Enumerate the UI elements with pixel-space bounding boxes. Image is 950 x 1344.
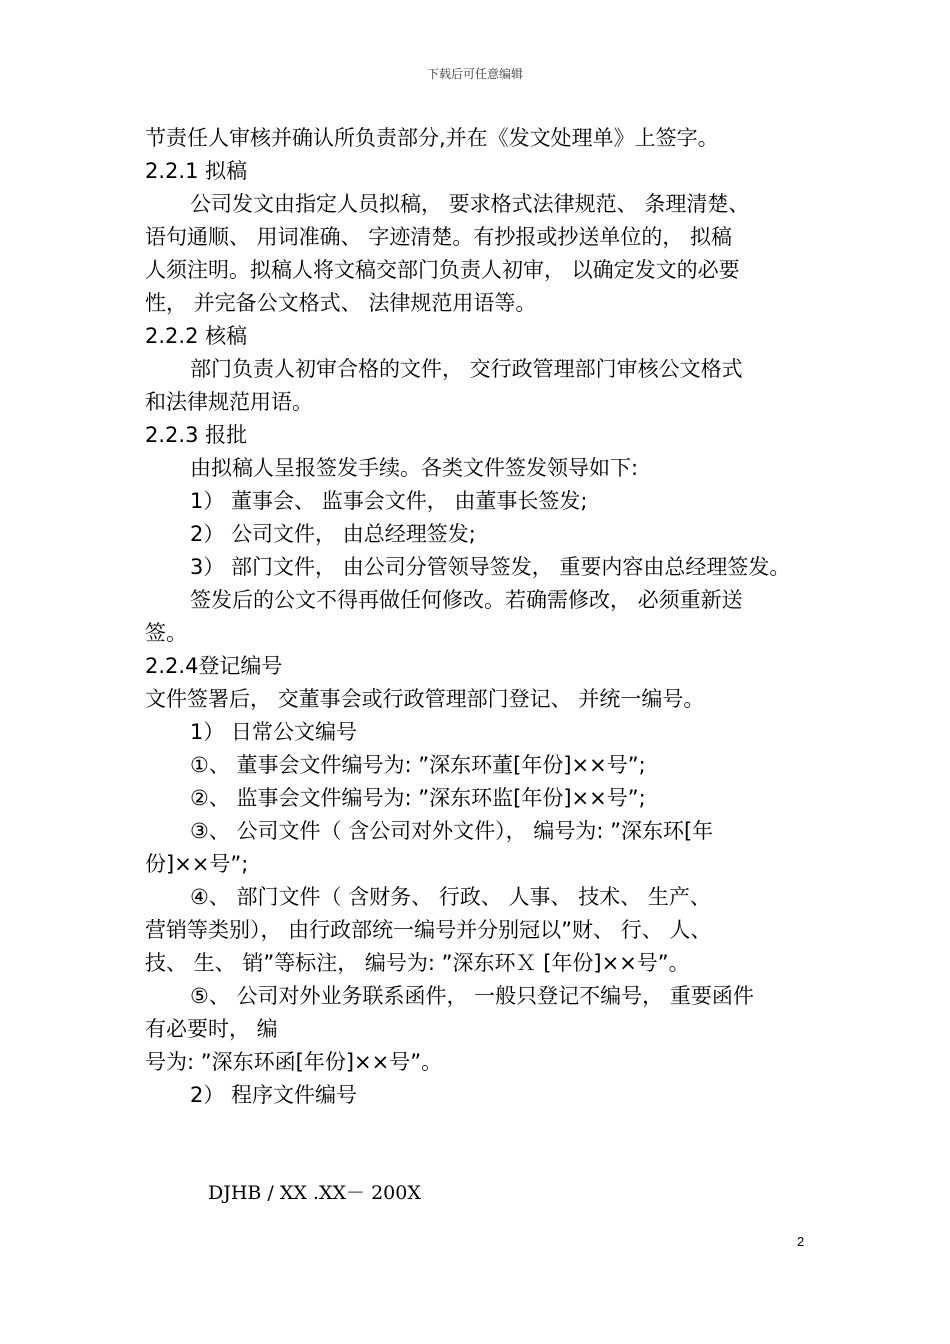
list-item-1: 1） 董事会、 监事会文件， 由董事长签发; xyxy=(190,489,588,513)
section-heading-2-2-1: 2.2.1 拟稿 xyxy=(145,159,248,183)
text-line-28: 有必要时， 编 xyxy=(145,1017,278,1041)
list-item-3: 3） 部门文件， 由公司分管领导签发， 重要内容由总经理签发。 xyxy=(190,555,791,579)
sub-heading-procedure-numbering: 2） 程序文件编号 xyxy=(190,1083,358,1107)
text-line-1: 节责任人审核并确认所负责部分,并在《发文处理单》上签字。 xyxy=(145,126,719,150)
text-line-29: 号为: ”深东环函[年份]××号”。 xyxy=(145,1050,443,1074)
numbering-item-2: ②、 监事会文件编号为: ”深东环监[年份]××号”; xyxy=(190,786,646,810)
text-line-16: 签。 xyxy=(145,621,187,645)
sub-heading-daily-numbering: 1） 日常公文编号 xyxy=(190,720,358,744)
page-number: 2 xyxy=(797,1234,805,1249)
section-heading-2-2-4: 2.2.4登记编号 xyxy=(145,654,283,678)
text-line-4: 语句通顺、 用词准确、 字迹清楚。有抄报或抄送单位的， 拟稿 xyxy=(145,225,733,249)
page-header: 下载后可任意编辑 xyxy=(426,67,523,81)
numbering-format-code: DJHB / XX .XX－ 200X xyxy=(208,1182,421,1204)
text-line-3: 公司发文由指定人员拟稿， 要求格式法律规范、 条理清楚、 xyxy=(190,192,750,216)
numbering-item-1: ①、 董事会文件编号为: ”深东环董[年份]××号”; xyxy=(190,753,646,777)
text-line-9: 和法律规范用语。 xyxy=(145,390,313,414)
numbering-item-5: ⑤、 公司对外业务联系函件， 一般只登记不编号， 重要函件 xyxy=(190,984,754,1008)
text-line-8: 部门负责人初审合格的文件， 交行政管理部门审核公文格式 xyxy=(190,357,743,381)
text-line-15: 签发后的公文不得再做任何修改。若确需修改， 必须重新送 xyxy=(190,588,743,612)
text-line-18: 文件签署后， 交董事会或行政管理部门登记、 并统一编号。 xyxy=(145,687,705,711)
text-line-25: 营销等类别）， 由行政部统一编号并分别冠以”财、 行、 人、 xyxy=(145,918,712,942)
text-line-6: 性， 并完备公文格式、 法律规范用语等。 xyxy=(145,291,537,315)
text-line-5: 人须注明。拟稿人将文稿交部门负责人初审， 以确定发文的必要 xyxy=(145,258,740,282)
section-heading-2-2-2: 2.2.2 核稿 xyxy=(145,324,248,348)
numbering-item-4: ④、 部门文件（ 含财务、 行政、 人事、 技术、 生产、 xyxy=(190,885,711,909)
list-item-2: 2） 公司文件， 由总经理签发; xyxy=(190,522,476,546)
numbering-item-3: ③、 公司文件（ 含公司对外文件）， 编号为: ”深东环[年 xyxy=(190,819,714,843)
text-line-26: 技、 生、 销”等标注， 编号为: ”深东环Ｘ [年份]××号”。 xyxy=(145,951,690,975)
text-line-23: 份]××号”; xyxy=(145,852,249,876)
section-heading-2-2-3: 2.2.3 报批 xyxy=(145,423,248,447)
text-line-11: 由拟稿人呈报签发手续。各类文件签发领导如下: xyxy=(190,456,639,480)
